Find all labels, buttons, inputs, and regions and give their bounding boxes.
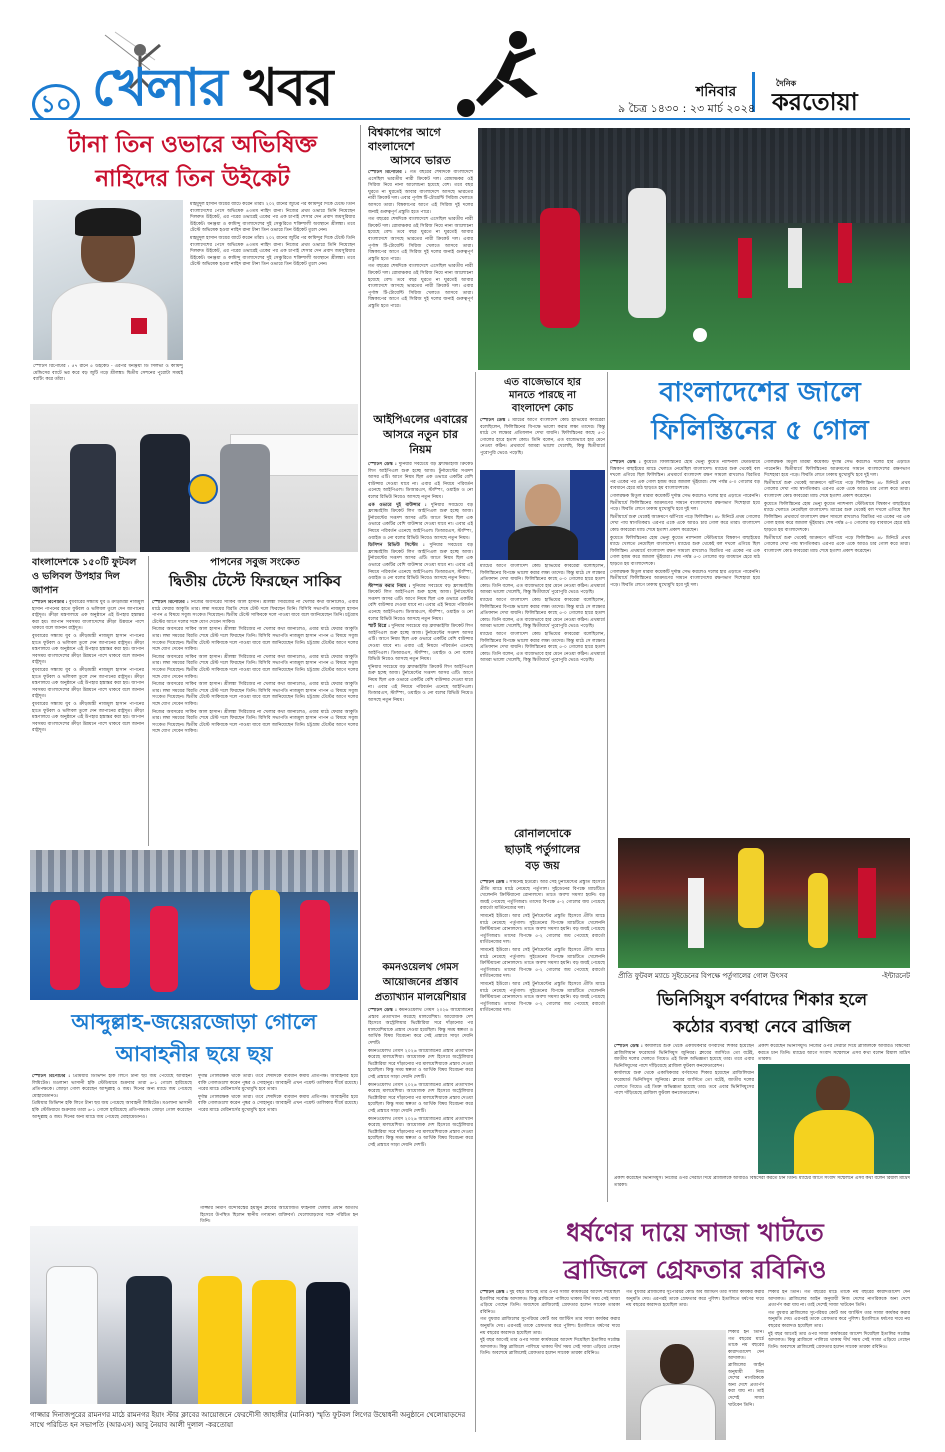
football-league-caption: গাজ্জার দিনাজপুরের রামনগর মাঠে রামনগর ইয়াং স্টার ক্লাবের আয়োজনে ফেরদৌসী জাহাঙ্গীর (মানিকা) স্মৃতি ফুটবল লিগের উদ্বোধনী অনুষ্ঠানে খেলোয়াড়দের সাথে পরিচিত হন সভাপতি (আরএস) আবু নৈয়াব আলী দুলাল -করতোয়া — [30, 1411, 466, 1429]
date-line: ৯ চৈত্র ১৪৩০ : ২৩ মার্চ ২০২৪ — [618, 102, 756, 115]
robinho-photo — [626, 1330, 726, 1440]
robinho-headline: ধর্ষণের দায়ে সাজা খাটতে ব্রাজিলে গ্রেফতার রবিনিও — [563, 1218, 827, 1284]
robinho-body-4: শিকার হন তিনি। গত বছরের মার্চে তাকে নয় বছরের কারাদণ্ডাদেশ দেন আদালত। ব্রাজিলের আইন অনুযায়ী নিজ দেশের নাগরিককে অন্য দেশে প্রত্যর্পণ করা যায় না। তাই দেশেই সাজা খাটবেন তিনি। গত বুধবার ব্রাজিলের সুপেরিয়র কোর্ট অব জাস্টিস তার সাজা কার্যকর করার অনুমতি দেয়। এরপরই তাকে গ্রেফতার করে পুলিশ। ইতালিতে ধর্ষণের দায়ে নয় বছরের কারাদণ্ড হয়েছিল তার। দুই বছর আগেই তার ওপর সাজা কার্যকরের আদেশ দিয়েছিল ইতালির সর্বোচ্চ আদালত। কিন্তু ব্রাজিলে পালিয়ে থাকায় দীর্ঘ সময় সেই সাজা এড়িয়ে গেছেন তিনি। অবশেষে ব্রাজিলেই গ্রেফতার হলেন সাবেক তারকা রবিনিও। — [768, 1290, 910, 1350]
hockey-body-1: স্পোর্টস রিপোর্টার : প্রিমিয়ার ডিভিশন হকি লিগে টানা ছয় জয় পেয়েছে আবাহনী লিমিটেড। মওলানা ভাসানী হকি স্টেডিয়ামে শুক্রবার তারা ৬-১ গোলে হারিয়েছে প্রতিপক্ষকে। জোড়া গোল করেছেন আব্দুল্লাহ ও জয়। দিনের অন্য ম্যাচে জয় পেয়েছে মোহামেডানও। প্রিমিয়ার ডিভিশন হকি লিগে টানা ছয় জয় পেয়েছে আবাহনী লিমিটেড। মওলানা ভাসানী হকি স্টেডিয়ামে শুক্রবার তারা ৬-১ গোলে হারিয়েছে প্রতিপক্ষকে। জোড়া গোল করেছেন আব্দুল্লাহ ও জয়। দিনের অন্য ম্যাচে জয় পেয়েছে মোহামেডানও। — [32, 1074, 192, 1120]
section-title-part-1: খেলার — [92, 58, 227, 118]
column-divider — [360, 125, 361, 1085]
day-label: শনিবার — [696, 84, 737, 100]
palestine-body-left: স্পোর্টস ডেস্ক : কুয়েতে ফিলিস্তিনের হোম ভেন্যু কুয়েত ন্যাশনাল স্টেডিয়ামে বিশ্বকাপ বাছাইয়ের ম্যাচে খেলতে নেমেছিল বাংলাদেশ। ম্যাচের শুরু থেকেই বল দখলে এগিয়ে ছিল ফিলিস্তিন। প্রথমার্ধে বাংলাদেশ রক্ষণ সামলে রাখলেও বিরতির পর একের পর এক গোল হজম করে জামাল ভূঁইয়ারা। শেষ পর্যন্ত ৫-০ গোলের বড় ব্যবধানে হেরে মাঠ ছাড়তে হয় বাংলাদেশকে। গোলরক্ষক মিতুল মারমা কয়েকটি দুর্দান্ত সেভ করলেও দলের হার এড়াতে পারেননি। দ্বিতীয়ার্ধে ফিলিস্তিনের আক্রমণের সামনে বাংলাদেশের রক্ষণভাগ দিশেহারা হয়ে পড়ে। ফিরতি লেগে ঢাকায় মুখোমুখি হবে দুই দল। দ্বিতীয়ার্ধে শুরু থেকেই আক্রমণে ঝাঁপিয়ে পড়ে ফিলিস্তিন। ৪৮ মিনিটে প্রথম গোলের দেখা পায় স্বাগতিকরা। এরপর একে একে আরও চার গোল করে তারা। বাংলাদেশ কোচ কাবরেরা ম্যাচ শেষে হতাশা প্রকাশ করেছেন। কুয়েতে ফিলিস্তিনের হোম ভেন্যু কুয়েত ন্যাশনাল স্টেডিয়ামে বিশ্বকাপ বাছাইয়ের ম্যাচে খেলতে নেমেছিল বাংলাদেশ। ম্যাচের শুরু থেকেই বল দখলে এগিয়ে ছিল ফিলিস্তিন। প্রথমার্ধে বাংলাদেশ রক্ষণ সামলে রাখলেও বিরতির পর একের পর এক গোল হজম করে জামাল ভূঁইয়ারা। শেষ পর্যন্ত ৫-০ গোলের বড় ব্যবধানে হেরে মাঠ ছাড়তে হয় বাংলাদেশকে। গোলরক্ষক মিতুল মারমা কয়েকটি দুর্দান্ত সেভ করলেও দলের হার এড়াতে পারেননি। দ্বিতীয়ার্ধে ফিলিস্তিনের আক্রমণের সামনে বাংলাদেশের রক্ষণভাগ দিশেহারা হয়ে পড়ে। ফিরতি লেগে ঢাকায় মুখোমুখি হবে দুই দল। — [610, 460, 760, 588]
vinicius-body-2: প্রকাশ করেছেন ভিনিসিয়ুস। নিজের ওপর সেরাটা দিয়ে ব্রাজিলকে আবারও বিশ্বসেরা করতে চান তিনি। ম্যাচের আগে সংবাদ সম্মেলনে এসব কথা বলেন রিয়াল মাদ্রিদ তারকা। — [758, 1044, 910, 1063]
masthead — [0, 0, 945, 120]
robinho-body-2: গত বুধবার ব্রাজিলের সুপেরিয়র কোর্ট অব জাস্টিস তার সাজা কার্যকর করার অনুমতি দেয়। এরপরই তাকে গ্রেফতার করে পুলিশ। ইতালিতে ধর্ষণের দায়ে নয় বছরের কারাদণ্ড হয়েছিল তার। — [626, 1290, 764, 1309]
column-divider-3 — [475, 372, 476, 1432]
hockey-headline: আব্দুল্লাহ-জয়েরজোড়া গোলে আবাহনীর ছয়ে ছয় — [71, 1010, 317, 1066]
vinicius-photo — [758, 1064, 910, 1174]
ronaldo-body: স্পোর্টস ডেস্ক : সামনেই ইউরো। আর সেই টুর্নামেন্টের প্রস্তুতি হিসেবে প্রীতি ম্যাচে মাঠে নেমেছে পর্তুগাল। সুইডেনের বিপক্ষে ম্যাচটিতে খেলেননি ক্রিস্টিয়ানো রোনালদো। তাতে অবশ্য সমস্যা হয়নি। বড় জয়ই পেয়েছে পর্তুগিজরা। তাদের বিপক্ষে ৫-২ গোলের জয় পেয়েছে রবার্তো মার্তিনেজের দল। সামনেই ইউরো। আর সেই টুর্নামেন্টের প্রস্তুতি হিসেবে প্রীতি ম্যাচে মাঠে নেমেছে পর্তুগাল। সুইডেনের বিপক্ষে ম্যাচটিতে খেলেননি ক্রিস্টিয়ানো রোনালদো। তাতে অবশ্য সমস্যা হয়নি। বড় জয়ই পেয়েছে পর্তুগিজরা। তাদের বিপক্ষে ৫-২ গোলের জয় পেয়েছে রবার্তো মার্তিনেজের দল। সামনেই ইউরো। আর সেই টুর্নামেন্টের প্রস্তুতি হিসেবে প্রীতি ম্যাচে মাঠে নেমেছে পর্তুগাল। সুইডেনের বিপক্ষে ম্যাচটিতে খেলেননি ক্রিস্টিয়ানো রোনালদো। তাতে অবশ্য সমস্যা হয়নি। বড় জয়ই পেয়েছে পর্তুগিজরা। তাদের বিপক্ষে ৫-২ গোলের জয় পেয়েছে রবার্তো মার্তিনেজের দল। সামনেই ইউরো। আর সেই টুর্নামেন্টের প্রস্তুতি হিসেবে প্রীতি ম্যাচে মাঠে নেমেছে পর্তুগাল। সুইডেনের বিপক্ষে ম্যাচটিতে খেলেননি ক্রিস্টিয়ানো রোনালদো। তাতে অবশ্য সমস্যা হয়নি। বড় জয়ই পেয়েছে পর্তুগিজরা। তাদের বিপক্ষে ৫-২ গোলের জয় পেয়েছে রবার্তো মার্তিনেজের দল। — [480, 880, 605, 1014]
worldcup-headline: বিশ্বকাপের আগে বাংলাদেশে আসবে ভারত — [368, 126, 451, 167]
paper-small-label: দৈনিক — [776, 79, 797, 88]
nahid-photo — [33, 200, 183, 360]
column-divider-2 — [148, 556, 149, 846]
portugal-match-photo — [618, 838, 910, 968]
section-title-part-2: খবর — [243, 58, 333, 118]
palestine-headline: বাংলাদেশের জালে ফিলিস্তিনের ৫ গোল — [651, 377, 869, 446]
football-league-photo — [30, 1226, 358, 1404]
masthead-rule — [30, 118, 910, 120]
nahid-headline — [30, 128, 355, 196]
hockey-body-2: দুর্দান্ত গোলরক্ষক থাকে তারা। তবে শেষদিকে ব্যবধান কমায় প্রতিপক্ষ। আবাহনীর হয়ে বাকি গোলগুলো করেন পুষ্কর ও সোহানুর। আবাহনী এখন পয়েন্ট তালিকার শীর্ষে রয়েছে। পরের ম্যাচে মেরিনার্সের মুখোমুখি হবে তারা। দুর্দান্ত গোলরক্ষক থাকে তারা। তবে শেষদিকে ব্যবধান কমায় প্রতিপক্ষ। আবাহনীর হয়ে বাকি গোলগুলো করেন পুষ্কর ও সোহানুর। আবাহনী এখন পয়েন্ট তালিকার শীর্ষে রয়েছে। পরের ম্যাচে মেরিনার্সের মুখোমুখি হবে তারা। — [198, 1074, 358, 1113]
football-player-icon — [448, 28, 548, 120]
palestine-body-right: গোলরক্ষক মিতুল মারমা কয়েকটি দুর্দান্ত সেভ করলেও দলের হার এড়াতে পারেননি। দ্বিতীয়ার্ধে ফিলিস্তিনের আক্রমণের সামনে বাংলাদেশের রক্ষণভাগ দিশেহারা হয়ে পড়ে। ফিরতি লেগে ঢাকায় মুখোমুখি হবে দুই দল। দ্বিতীয়ার্ধে শুরু থেকেই আক্রমণে ঝাঁপিয়ে পড়ে ফিলিস্তিন। ৪৮ মিনিটে প্রথম গোলের দেখা পায় স্বাগতিকরা। এরপর একে একে আরও চার গোল করে তারা। বাংলাদেশ কোচ কাবরেরা ম্যাচ শেষে হতাশা প্রকাশ করেছেন। কুয়েতে ফিলিস্তিনের হোম ভেন্যু কুয়েত ন্যাশনাল স্টেডিয়ামে বিশ্বকাপ বাছাইয়ের ম্যাচে খেলতে নেমেছিল বাংলাদেশ। ম্যাচের শুরু থেকেই বল দখলে এগিয়ে ছিল ফিলিস্তিন। প্রথমার্ধে বাংলাদেশ রক্ষণ সামলে রাখলেও বিরতির পর একের পর এক গোল হজম করে জামাল ভূঁইয়ারা। শেষ পর্যন্ত ৫-০ গোলের বড় ব্যবধানে হেরে মাঠ ছাড়তে হয় বাংলাদেশকে। দ্বিতীয়ার্ধে শুরু থেকেই আক্রমণে ঝাঁপিয়ে পড়ে ফিলিস্তিন। ৪৮ মিনিটে প্রথম গোলের দেখা পায় স্বাগতিকরা। এরপর একে একে আরও চার গোল করে তারা। বাংলাদেশ কোচ কাবরেরা ম্যাচ শেষে হতাশা প্রকাশ করেছেন। — [764, 460, 910, 554]
section-title — [92, 58, 333, 118]
page-number-badge — [32, 84, 80, 120]
hockey-photo — [30, 850, 358, 1000]
sakib-body: স্পোর্টস রিপোর্টার : নিজের অবসরের সাকিব আল হাসান। শ্রীলঙ্কা সিরিজের না খেলার কথা জানালেও, এবার মাঠে ফেরার আকুতি তার। লম্বা সময়ের বিরতি শেষে টেস্ট দলে ফিরছেন তিনি। বিসিবি সভাপতি নাজমুল হাসান পাপন এ বিষয়ে সবুজ সংকেত দিয়েছেন। দ্বিতীয় টেস্টে সাকিবকে দলে পাওয়া যাবে বলে জানিয়েছেন তিনি। চট্টগ্রাম টেস্টের আগে দলের সঙ্গে যোগ দেবেন সাকিব। নিজের অবসরের সাকিব আল হাসান। শ্রীলঙ্কা সিরিজের না খেলার কথা জানালেও, এবার মাঠে ফেরার আকুতি তার। লম্বা সময়ের বিরতি শেষে টেস্ট দলে ফিরছেন তিনি। বিসিবি সভাপতি নাজমুল হাসান পাপন এ বিষয়ে সবুজ সংকেত দিয়েছেন। দ্বিতীয় টেস্টে সাকিবকে দলে পাওয়া যাবে বলে জানিয়েছেন তিনি। চট্টগ্রাম টেস্টের আগে দলের সঙ্গে যোগ দেবেন সাকিব। নিজের অবসরের সাকিব আল হাসান। শ্রীলঙ্কা সিরিজের না খেলার কথা জানালেও, এবার মাঠে ফেরার আকুতি তার। লম্বা সময়ের বিরতি শেষে টেস্ট দলে ফিরছেন তিনি। বিসিবি সভাপতি নাজমুল হাসান পাপন এ বিষয়ে সবুজ সংকেত দিয়েছেন। দ্বিতীয় টেস্টে সাকিবকে দলে পাওয়া যাবে বলে জানিয়েছেন তিনি। চট্টগ্রাম টেস্টের আগে দলের সঙ্গে যোগ দেবেন সাকিব। নিজের অবসরের সাকিব আল হাসান। শ্রীলঙ্কা সিরিজের না খেলার কথা জানালেও, এবার মাঠে ফেরার আকুতি তার। লম্বা সময়ের বিরতি শেষে টেস্ট দলে ফিরছেন তিনি। বিসিবি সভাপতি নাজমুল হাসান পাপন এ বিষয়ে সবুজ সংকেত দিয়েছেন। দ্বিতীয় টেস্টে সাকিবকে দলে পাওয়া যাবে বলে জানিয়েছেন তিনি। চট্টগ্রাম টেস্টের আগে দলের সঙ্গে যোগ দেবেন সাকিব। নিজের অবসরের সাকিব আল হাসান। শ্রীলঙ্কা সিরিজের না খেলার কথা জানালেও, এবার মাঠে ফেরার আকুতি তার। লম্বা সময়ের বিরতি শেষে টেস্ট দলে ফিরছেন তিনি। বিসিবি সভাপতি নাজমুল হাসান পাপন এ বিষয়ে সবুজ সংকেত দিয়েছেন। দ্বিতীয় টেস্টে সাকিবকে দলে পাওয়া যাবে বলে জানিয়েছেন তিনি। চট্টগ্রাম টেস্টের আগে দলের সঙ্গে যোগ দেবেন সাকিব। — [152, 600, 358, 735]
coach-photo — [480, 470, 605, 560]
sakib-headline: পাপনের সবুজ সংকেত দ্বিতীয় টেস্টে ফিরছেন সাকিব — [168, 557, 342, 590]
page-number: ১০ — [40, 90, 72, 118]
ronaldo-headline: রোনালদোকে ছাড়াই পর্তুগালের বড় জয় — [504, 827, 581, 872]
paper-logo: করতোয়া — [772, 88, 858, 116]
robinho-body-3: শিকার হন তিনি। গত বছরের মার্চে তাকে নয় বছরের কারাদণ্ডাদেশ দেন আদালত। ব্রাজিলের আইন অনুযায়ী নিজ দেশের নাগরিককে অন্য দেশে প্রত্যর্পণ করা যায় না। তাই দেশেই সাজা খাটবেন তিনি। — [728, 1330, 764, 1408]
nahid-body-1: মাহমুদুল হাসান জয়ের ব্যাটে করেন তাঁরা। ২০২ রানের জুটির পর কামিন্দুর দিকে টেস্টে তিনি বাংলাদেশের পেসে অভিষেক ৪৩তম নাহিদ রানা। নিজের প্রথম ওভারে তিনি নিয়েছেন দিলরুত উইকেট, এর পরের ওভারেই একের পর এক চাপাই শেসার দেন প্রবাদ জয়সুরিয়ার উইকেট। ধনঞ্জয়া ও কামিন্দু বাংলাদেশের দুই সেঞ্চুরিতে শক্তিশালী অবস্থানে শ্রীলঙ্কা। তবে টেস্টে অভিষেক হওয়া নাহিদ রানা টানা তিন ওভারে তিন উইকেট তুলে নেন। মাহমুদুল হাসান জয়ের ব্যাটে করেন তাঁরা। ২০২ রানের জুটির পর কামিন্দুর দিকে টেস্টে তিনি বাংলাদেশের পেসে অভিষেক ৪৩তম নাহিদ রানা। নিজের প্রথম ওভারে তিনি নিয়েছেন দিলরুত উইকেট, এর পরের ওভারেই একের পর এক চাপাই শেসার দেন প্রবাদ জয়সুরিয়ার উইকেট। ধনঞ্জয়া ও কামিন্দু বাংলাদেশের দুই সেঞ্চুরিতে শক্তিশালী অবস্থানে শ্রীলঙ্কা। তবে টেস্টে অভিষেক হওয়া নাহিদ রানা টানা তিন ওভারে তিন উইকেট তুলে নেন। — [190, 202, 355, 268]
ipl-body: স্পোর্টস ডেস্ক : দুনিয়ার সবচেয়ে বড় ফ্র্যাঞ্চাইজি ক্রিকেট লিগ আইপিএল শুরু হচ্ছে আজ। টুর্নামেন্টের সপ্তদশ আসর এটি। আগে নিয়ম ছিল এক ওভারে একটির বেশি বাউন্সার দেওয়া যাবে না। এবার এই নিয়মে পরিবর্তন এনেছে আইপিএল। ডিআরএস, স্টাম্পিং, ওয়াইড ও নো বলের রিভিউ নিয়েও আসছে নতুন নিয়ম। এক ওভারে দুই বাউন্সার : দুনিয়ার সবচেয়ে বড় ফ্র্যাঞ্চাইজি ক্রিকেট লিগ আইপিএল শুরু হচ্ছে আজ। টুর্নামেন্টের সপ্তদশ আসর এটি। আগে নিয়ম ছিল এক ওভারে একটির বেশি বাউন্সার দেওয়া যাবে না। এবার এই নিয়মে পরিবর্তন এনেছে আইপিএল। ডিআরএস, স্টাম্পিং, ওয়াইড ও নো বলের রিভিউ নিয়েও আসছে নতুন নিয়ম। ডিসিশন রিভিউ সিস্টেম : দুনিয়ার সবচেয়ে বড় ফ্র্যাঞ্চাইজি ক্রিকেট লিগ আইপিএল শুরু হচ্ছে আজ। টুর্নামেন্টের সপ্তদশ আসর এটি। আগে নিয়ম ছিল এক ওভারে একটির বেশি বাউন্সার দেওয়া যাবে না। এবার এই নিয়মে পরিবর্তন এনেছে আইপিএল। ডিআরএস, স্টাম্পিং, ওয়াইড ও নো বলের রিভিউ নিয়েও আসছে নতুন নিয়ম। স্টাম্পড করার নিয়ম : দুনিয়ার সবচেয়ে বড় ফ্র্যাঞ্চাইজি ক্রিকেট লিগ আইপিএল শুরু হচ্ছে আজ। টুর্নামেন্টের সপ্তদশ আসর এটি। আগে নিয়ম ছিল এক ওভারে একটির বেশি বাউন্সার দেওয়া যাবে না। এবার এই নিয়মে পরিবর্তন এনেছে আইপিএল। ডিআরএস, স্টাম্পিং, ওয়াইড ও নো বলের রিভিউ নিয়েও আসছে নতুন নিয়ম। স্মার্ট রিপ্লে : দুনিয়ার সবচেয়ে বড় ফ্র্যাঞ্চাইজি ক্রিকেট লিগ আইপিএল শুরু হচ্ছে আজ। টুর্নামেন্টের সপ্তদশ আসর এটি। আগে নিয়ম ছিল এক ওভারে একটির বেশি বাউন্সার দেওয়া যাবে না। এবার এই নিয়মে পরিবর্তন এনেছে আইপিএল। ডিআরএস, স্টাম্পিং, ওয়াইড ও নো বলের রিভিউ নিয়েও আসছে নতুন নিয়ম। দুনিয়ার সবচেয়ে বড় ফ্র্যাঞ্চাইজি ক্রিকেট লিগ আইপিএল শুরু হচ্ছে আজ। টুর্নামেন্টের সপ্তদশ আসর এটি। আগে নিয়ম ছিল এক ওভারে একটির বেশি বাউন্সার দেওয়া যাবে না। এবার এই নিয়মে পরিবর্তন এনেছে আইপিএল। ডিআরএস, স্টাম্পিং, ওয়াইড ও নো বলের রিভিউ নিয়েও আসছে নতুন নিয়ম। — [368, 462, 473, 703]
commonwealth-headline: কমনওয়েলথ গেমস আয়োজনের প্রস্তাব প্রত্যাখ্যান মালয়েশিয়ার — [374, 962, 467, 1003]
ipl-headline: আইপিএলের এবারের আসরে নতুন চার নিয়ম — [373, 413, 468, 456]
nahid-headline-line-2: নাহিদের তিন উইকেট — [95, 166, 290, 192]
coach-body-top: স্পোর্টস ডেস্ক : ম্যাচের আগে বাংলাদেশ কোচ হাভিয়ের কাবরেরা বলেছিলেন, ফিলিস্তিনের বিপক্ষে ভালো করার লক্ষ্য তাদের। কিন্তু মাঠে সে লক্ষ্যের প্রতিফলন দেখা যায়নি। ফিলিস্তিনের কাছে ৫-০ গোলের হারে হতাশ কোচ। তিনি বলেন, এত বাজেভাবে হার মেনে নেওয়া কঠিন। প্রথমার্ধে আমরা ভালো খেলেছি, কিন্তু দ্বিতীয়ার্ধে পুরোপুরি ভেঙে পড়েছি। — [480, 418, 605, 456]
nahid-body-2: স্পোর্টস রিপোর্টার : ৫৭ রানে ৫ উইকেট - এরপর ধনঞ্জয়া ডি সিলভা ও কামিন্দু মেন্ডিসের ব্যাটে ভর করে বড় জুটি গড়ে শ্রীলঙ্কা। দ্বিতীয় সেশনের পুরোটা সময়ই ব্যাটিং করে তাঁরা। — [33, 364, 183, 383]
japan-headline: বাংলাদেশকে ১৫০টি ফুটবল ও ভলিবল উপহার দিল জাপান — [32, 557, 137, 596]
palestine-match-photo — [478, 128, 910, 370]
nahid-headline-line-1: টানা তিন ওভারে অভিষিক্ত — [67, 132, 318, 158]
commonwealth-body: স্পোর্টস ডেস্ক : কমনওয়েলথ গেমস ২০২৬ আয়োজনের প্রস্তাব প্রত্যাখ্যান করেছে মালয়েশিয়া। আয়োজক দেশ হিসেবে অস্ট্রেলিয়ার ভিক্টোরিয়া সরে দাঁড়ানোর পর মালয়েশিয়াকে প্রস্তাব দেওয়া হয়েছিল। কিন্তু সময় স্বল্পতা ও আর্থিক বিষয় বিবেচনা করে সেই প্রস্তাবে সাড়া দেয়নি দেশটি। কমনওয়েলথ গেমস ২০২৬ আয়োজনের প্রস্তাব প্রত্যাখ্যান করেছে মালয়েশিয়া। আয়োজক দেশ হিসেবে অস্ট্রেলিয়ার ভিক্টোরিয়া সরে দাঁড়ানোর পর মালয়েশিয়াকে প্রস্তাব দেওয়া হয়েছিল। কিন্তু সময় স্বল্পতা ও আর্থিক বিষয় বিবেচনা করে সেই প্রস্তাবে সাড়া দেয়নি দেশটি। কমনওয়েলথ গেমস ২০২৬ আয়োজনের প্রস্তাব প্রত্যাখ্যান করেছে মালয়েশিয়া। আয়োজক দেশ হিসেবে অস্ট্রেলিয়ার ভিক্টোরিয়া সরে দাঁড়ানোর পর মালয়েশিয়াকে প্রস্তাব দেওয়া হয়েছিল। কিন্তু সময় স্বল্পতা ও আর্থিক বিষয় বিবেচনা করে সেই প্রস্তাবে সাড়া দেয়নি দেশটি। কমনওয়েলথ গেমস ২০২৬ আয়োজনের প্রস্তাব প্রত্যাখ্যান করেছে মালয়েশিয়া। আয়োজক দেশ হিসেবে অস্ট্রেলিয়ার ভিক্টোরিয়া সরে দাঁড়ানোর পর মালয়েশিয়াকে প্রস্তাব দেওয়া হয়েছিল। কিন্তু সময় স্বল্পতা ও আর্থিক বিষয় বিবেচনা করে সেই প্রস্তাবে সাড়া দেয়নি দেশটি। — [368, 1008, 473, 1148]
portugal-photo-caption: প্রীতি ফুটবল ম্যাচে সুইডেনের বিপক্ষে পর্তুগালের গোল উৎসব -ইন্টারনেট — [618, 972, 910, 980]
coach-headline: এত বাজেভাবে হার মানতে পারছে না বাংলাদেশ কোচ — [503, 377, 582, 414]
worldcup-body: স্পোর্টস রিপোর্টার : গত বছরের শেষদিকে বাংলাদেশে এসেছিল ভারতীয় নারী ক্রিকেট দল। রোমাঞ্চকর ওই সিরিজ নিয়ে নানা আলোচনা হয়েছে বেশ। তবে বছর ঘুরতে না ঘুরতেই আবার বাংলাদেশে আসছে ভারতের নারী ক্রিকেট দল। এবার পূর্ণাঙ্গ টি-টোয়েন্টি সিরিজ খেলতে আসবে তারা। বিশ্বকাপের আগে এই সিরিজ দুই দলের জন্যই গুরুত্বপূর্ণ প্রস্তুতি হতে পারে। গত বছরের শেষদিকে বাংলাদেশে এসেছিল ভারতীয় নারী ক্রিকেট দল। রোমাঞ্চকর ওই সিরিজ নিয়ে নানা আলোচনা হয়েছে বেশ। তবে বছর ঘুরতে না ঘুরতেই আবার বাংলাদেশে আসছে ভারতের নারী ক্রিকেট দল। এবার পূর্ণাঙ্গ টি-টোয়েন্টি সিরিজ খেলতে আসবে তারা। বিশ্বকাপের আগে এই সিরিজ দুই দলের জন্যই গুরুত্বপূর্ণ প্রস্তুতি হতে পারে। গত বছরের শেষদিকে বাংলাদেশে এসেছিল ভারতীয় নারী ক্রিকেট দল। রোমাঞ্চকর ওই সিরিজ নিয়ে নানা আলোচনা হয়েছে বেশ। তবে বছর ঘুরতে না ঘুরতেই আবার বাংলাদেশে আসছে ভারতের নারী ক্রিকেট দল। এবার পূর্ণাঙ্গ টি-টোয়েন্টি সিরিজ খেলতে আসবে তারা। বিশ্বকাপের আগে এই সিরিজ দুই দলের জন্যই গুরুত্বপূর্ণ প্রস্তুতি হতে পারে। — [368, 170, 473, 309]
japan-body: স্পোর্টস রিপোর্টার : বুধবারের সন্ধ্যায় যুব ও ক্রীড়ামন্ত্রী নাজমুল হাসান পাপনের হাতে ফুটবল ও ভলিবল তুলে দেন জাপানের রাষ্ট্রদূত। ক্রীড়া মন্ত্রণালয়ে এক অনুষ্ঠানে এই উপহার হস্তান্তর করা হয়। জাপান সবসময় বাংলাদেশের ক্রীড়া উন্নয়নে পাশে থাকবে বলে জানান রাষ্ট্রদূত। বুধবারের সন্ধ্যায় যুব ও ক্রীড়ামন্ত্রী নাজমুল হাসান পাপনের হাতে ফুটবল ও ভলিবল তুলে দেন জাপানের রাষ্ট্রদূত। ক্রীড়া মন্ত্রণালয়ে এক অনুষ্ঠানে এই উপহার হস্তান্তর করা হয়। জাপান সবসময় বাংলাদেশের ক্রীড়া উন্নয়নে পাশে থাকবে বলে জানান রাষ্ট্রদূত। বুধবারের সন্ধ্যায় যুব ও ক্রীড়ামন্ত্রী নাজমুল হাসান পাপনের হাতে ফুটবল ও ভলিবল তুলে দেন জাপানের রাষ্ট্রদূত। ক্রীড়া মন্ত্রণালয়ে এক অনুষ্ঠানে এই উপহার হস্তান্তর করা হয়। জাপান সবসময় বাংলাদেশের ক্রীড়া উন্নয়নে পাশে থাকবে বলে জানান রাষ্ট্রদূত। বুধবারের সন্ধ্যায় যুব ও ক্রীড়ামন্ত্রী নাজমুল হাসান পাপনের হাতে ফুটবল ও ভলিবল তুলে দেন জাপানের রাষ্ট্রদূত। ক্রীড়া মন্ত্রণালয়ে এক অনুষ্ঠানে এই উপহার হস্তান্তর করা হয়। জাপান সবসময় বাংলাদেশের ক্রীড়া উন্নয়নে পাশে থাকবে বলে জানান রাষ্ট্রদূত। — [32, 600, 144, 734]
robinho-body-1: স্পোর্টস ডেস্ক : দুই বছর আগেই তার ওপর সাজা কার্যকরের আদেশ দিয়েছিল ইতালির সর্বোচ্চ আদালত। কিন্তু ব্রাজিলে পালিয়ে থাকায় দীর্ঘ সময় সেই সাজা এড়িয়ে গেছেন তিনি। অবশেষে ব্রাজিলেই গ্রেফতার হলেন সাবেক তারকা রবিনিও। গত বুধবার ব্রাজিলের সুপেরিয়র কোর্ট অব জাস্টিস তার সাজা কার্যকর করার অনুমতি দেয়। এরপরই তাকে গ্রেফতার করে পুলিশ। ইতালিতে ধর্ষণের দায়ে নয় বছরের কারাদণ্ড হয়েছিল তার। দুই বছর আগেই তার ওপর সাজা কার্যকরের আদেশ দিয়েছিল ইতালির সর্বোচ্চ আদালত। কিন্তু ব্রাজিলে পালিয়ে থাকায় দীর্ঘ সময় সেই সাজা এড়িয়ে গেছেন তিনি। অবশেষে ব্রাজিলেই গ্রেফতার হলেন সাবেক তারকা রবিনিও। — [480, 1290, 620, 1357]
vinicius-body-3: প্রকাশ করেছেন ভিনিসিয়ুস। নিজের ওপর সেরাটা দিয়ে ব্রাজিলকে আবারও বিশ্বসেরা করতে চান তিনি। ম্যাচের আগে সংবাদ সম্মেলনে এসব কথা বলেন রিয়াল মাদ্রিদ তারকা। — [614, 1176, 910, 1188]
column-divider-4 — [607, 372, 608, 1202]
japan-gift-photo — [30, 404, 358, 552]
vinicius-headline: ভিনিসিয়ুস বর্ণবাদের শিকার হলে কঠোর ব্যবস্থা নেবে ব্রাজিল — [656, 990, 868, 1036]
coach-body: ম্যাচের আগে বাংলাদেশ কোচ হাভিয়ের কাবরেরা বলেছিলেন, ফিলিস্তিনের বিপক্ষে ভালো করার লক্ষ্য তাদের। কিন্তু মাঠে সে লক্ষ্যের প্রতিফলন দেখা যায়নি। ফিলিস্তিনের কাছে ৫-০ গোলের হারে হতাশ কোচ। তিনি বলেন, এত বাজেভাবে হার মেনে নেওয়া কঠিন। প্রথমার্ধে আমরা ভালো খেলেছি, কিন্তু দ্বিতীয়ার্ধে পুরোপুরি ভেঙে পড়েছি। ম্যাচের আগে বাংলাদেশ কোচ হাভিয়ের কাবরেরা বলেছিলেন, ফিলিস্তিনের বিপক্ষে ভালো করার লক্ষ্য তাদের। কিন্তু মাঠে সে লক্ষ্যের প্রতিফলন দেখা যায়নি। ফিলিস্তিনের কাছে ৫-০ গোলের হারে হতাশ কোচ। তিনি বলেন, এত বাজেভাবে হার মেনে নেওয়া কঠিন। প্রথমার্ধে আমরা ভালো খেলেছি, কিন্তু দ্বিতীয়ার্ধে পুরোপুরি ভেঙে পড়েছি। ম্যাচের আগে বাংলাদেশ কোচ হাভিয়ের কাবরেরা বলেছিলেন, ফিলিস্তিনের বিপক্ষে ভালো করার লক্ষ্য তাদের। কিন্তু মাঠে সে লক্ষ্যের প্রতিফলন দেখা যায়নি। ফিলিস্তিনের কাছে ৫-০ গোলের হারে হতাশ কোচ। তিনি বলেন, এত বাজেভাবে হার মেনে নেওয়া কঠিন। প্রথমার্ধে আমরা ভালো খেলেছি, কিন্তু দ্বিতীয়ার্ধে পুরোপুরি ভেঙে পড়েছি। — [480, 564, 605, 664]
vinicius-body-1: স্পোর্টস ডেস্ক : কার্যালয়ে শুরু থেকে একাধিকবার বর্ণবাদের শিকার হয়েছেন ব্রাজিলিয়ান ফরোয়ার্ড ভিনিসিয়ুস জুনিয়র। ক্লাবের জার্সিতে তো বটেই, জাতীয় দলের খেলতে গিয়েও এই তিক্ত অভিজ্ঞতা হয়েছে তার। তবে এবার ভিনিসিয়ুসের পাশে দাঁড়িয়েছে ব্রাজিল ফুটবল কনফেডারেশন। কার্যালয়ে শুরু থেকে একাধিকবার বর্ণবাদের শিকার হয়েছেন ব্রাজিলিয়ান ফরোয়ার্ড ভিনিসিয়ুস জুনিয়র। ক্লাবের জার্সিতে তো বটেই, জাতীয় দলের খেলতে গিয়েও এই তিক্ত অভিজ্ঞতা হয়েছে তার। তবে এবার ভিনিসিয়ুসের পাশে দাঁড়িয়েছে ব্রাজিল ফুটবল কনফেডারেশন। — [614, 1044, 754, 1097]
final-body: গাজ্জার নির্মাণ বন্দোবস্তের ইয়ামুন ক্লাবের আয়োজিত ফাইনাল খেলায় প্রধান অতিথি হিসেবে উপস্থিত ছিলেন স্থানীয় গণ্যমান্য ব্যক্তিবর্গ। খেলোয়াড়দের সঙ্গে পরিচিত হন তিনি। — [200, 1206, 358, 1224]
